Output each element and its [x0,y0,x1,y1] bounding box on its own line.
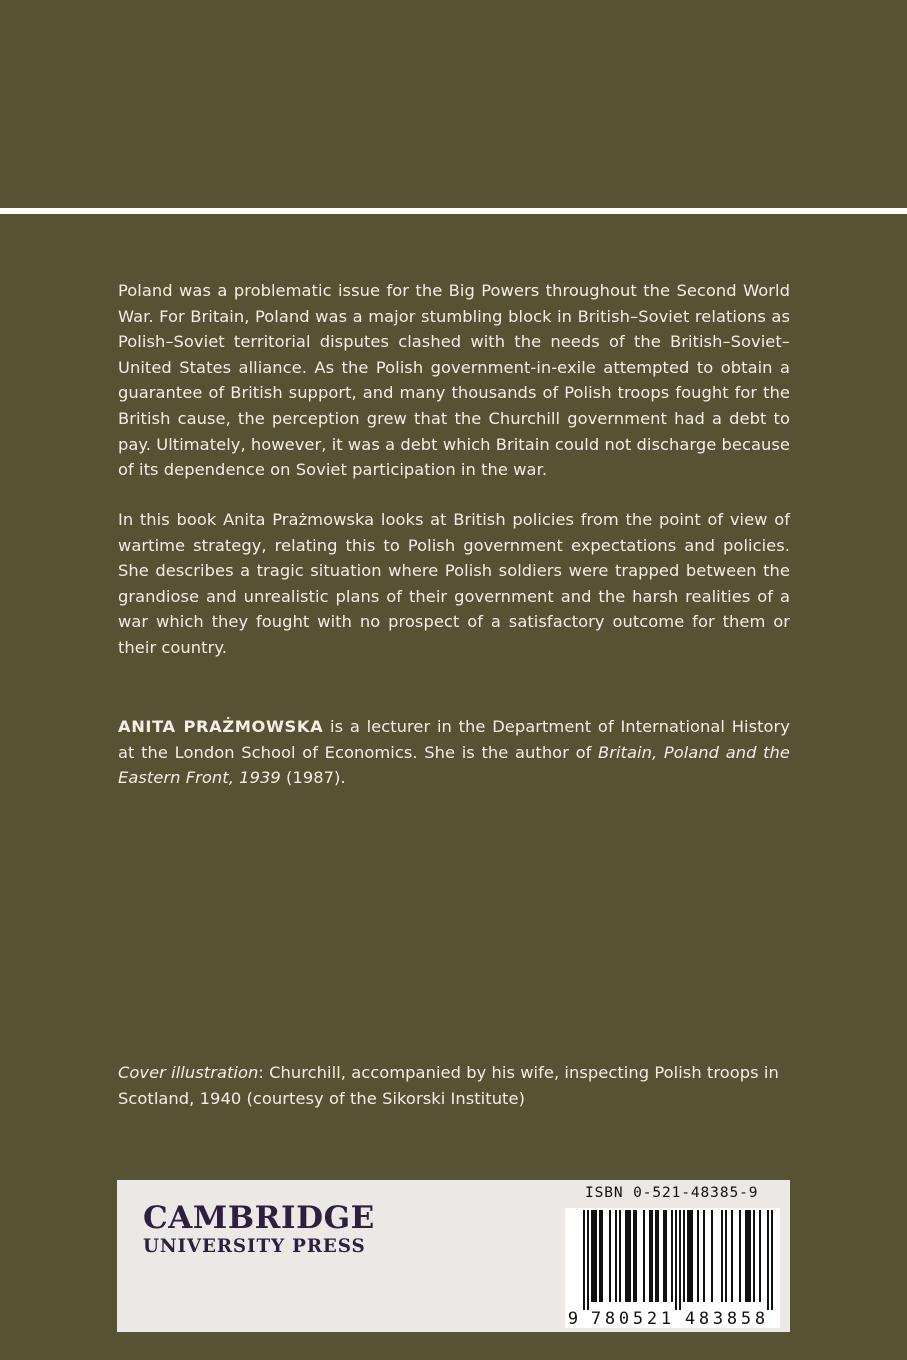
barcode-bar [691,1210,693,1302]
barcode-bar [615,1210,617,1302]
barcode-bar [609,1210,611,1302]
barcode-bar [771,1210,773,1310]
cover-caption [118,1060,790,1111]
barcode-bar [595,1210,597,1302]
barcode-digit: 5 [632,1309,644,1328]
author-bio-text-end: (1987). [280,768,346,788]
barcode-digit: 1 [660,1309,672,1328]
barcode-bar [767,1210,769,1310]
barcode [565,1208,780,1328]
barcode-bar [593,1210,595,1302]
barcode-bar [711,1210,713,1302]
barcode-digit: 8 [698,1309,710,1328]
barcode-bar [679,1210,681,1310]
barcode-digit: 0 [618,1309,630,1328]
barcode-bar [721,1210,723,1302]
barcode-bar [665,1210,667,1302]
barcode-bar [671,1210,673,1302]
barcode-bar [657,1210,659,1302]
divider-line [0,208,907,214]
publisher-logo-line1: CAMBRIDGE [143,1200,375,1236]
barcode-bar [753,1210,755,1302]
barcode-bar [635,1210,637,1302]
barcode-bar [583,1210,585,1310]
barcode-bar [629,1210,631,1302]
author-name: ANITA PRAŻMOWSKA [118,717,324,736]
author-previous-book-title: Britain, Poland and the Eastern Front, 1939 [118,742,790,788]
barcode-bar [619,1210,621,1302]
barcode-bar [725,1210,727,1302]
barcode-bar [643,1210,645,1302]
barcode-bar [703,1210,705,1302]
barcode-digit: 8 [754,1309,766,1328]
barcode-bar [655,1210,657,1302]
footer-panel [117,1180,790,1332]
barcode-bar [625,1210,627,1302]
barcode-digit: 3 [712,1309,724,1328]
barcode-bar [649,1210,651,1302]
barcode-digits [568,1309,765,1328]
barcode-bar [749,1210,751,1302]
barcode-bar [731,1210,733,1302]
author-bio [118,714,790,791]
barcode-digit: 4 [684,1309,696,1328]
cover-caption-text: : Churchill, accompanied by his wife, inspecting Polish troops in Scotland, 1940 (courtesy of the Sikorski Institute) [118,1063,779,1108]
isbn-label: ISBN 0-521-48385-9 [585,1185,759,1201]
barcode-digit: 5 [740,1309,752,1328]
barcode-bar [747,1210,749,1302]
barcode-bar [599,1210,601,1302]
barcode-bar [663,1210,665,1302]
barcode-bar [759,1210,761,1302]
cover-caption-label: Cover illustration [118,1063,259,1082]
publisher-logo-line2: UNIVERSITY PRESS [143,1236,366,1257]
barcode-bar [601,1210,603,1302]
barcode-bar [745,1210,747,1302]
barcode-bar [687,1210,689,1302]
barcode-digit: 2 [646,1309,658,1328]
barcode-bar [675,1210,677,1310]
barcode-bar [689,1210,691,1302]
barcode-digit: 8 [726,1309,738,1328]
description-paragraph-2: In this book Anita Prażmowska looks at British policies from the point of view of wartime strategy, relating this to Polish government expectations and policies. She describes a tragic situation where Polish soldiers were trapped between the grandiose and unrealistic plans of their government and the harsh realities of a war which they fought with no prospect of a satisfactory outcome for them or their country. [118,510,790,657]
barcode-bar [591,1210,593,1302]
barcode-digit: 8 [604,1309,616,1328]
barcode-bar [587,1210,589,1310]
description-paragraph-1: Poland was a problematic issue for the Big Powers throughout the Second World War. For Britain, Poland was a major stumbling block in British–Soviet relations as Polish–Soviet territorial disputes clashed with the needs of the British–Soviet–United States alliance. As the Polish government-in-exile attempted to obtain a guarantee of British support, and many thousands of Polish troops fought for the British cause, the perception grew that the Churchill government had a debt to pay. Ultimately, however, it was a debt which Britain could not discharge because of its dependence on Soviet participation in the war. [118,281,790,480]
publisher-logo [143,1200,375,1258]
barcode-bar [683,1210,685,1302]
barcode-digit: 7 [590,1309,602,1328]
barcode-bar [651,1210,653,1302]
barcode-bar [739,1210,741,1302]
barcode-digit: 9 [567,1309,579,1328]
barcode-bar [633,1210,635,1302]
barcode-bar [627,1210,629,1302]
author-bio-text: is a lecturer in the Department of International History at the London School of Economics. She is the author of [118,717,790,762]
barcode-bar [697,1210,699,1302]
